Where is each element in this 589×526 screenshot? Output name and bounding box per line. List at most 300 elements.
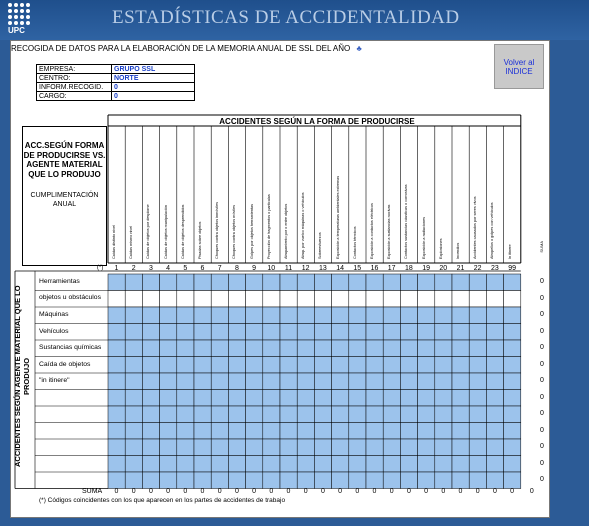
table-cell[interactable] (383, 274, 400, 291)
table-cell[interactable] (108, 357, 125, 374)
table-cell[interactable] (469, 423, 486, 440)
table-cell[interactable] (435, 357, 452, 374)
table-cell[interactable] (418, 274, 435, 291)
table-cell[interactable] (469, 357, 486, 374)
table-cell[interactable] (228, 373, 245, 390)
table-cell[interactable] (211, 357, 228, 374)
table-cell[interactable] (366, 373, 383, 390)
table-cell[interactable] (194, 357, 211, 374)
table-cell[interactable] (160, 291, 177, 308)
table-cell[interactable] (108, 373, 125, 390)
table-cell[interactable] (452, 456, 469, 473)
table-cell[interactable] (486, 456, 503, 473)
table-cell[interactable] (108, 324, 125, 341)
table-cell[interactable] (435, 324, 452, 341)
table-cell[interactable] (142, 340, 159, 357)
table-cell[interactable] (366, 390, 383, 407)
table-cell[interactable] (452, 472, 469, 489)
table-cell[interactable] (142, 307, 159, 324)
table-cell[interactable] (400, 274, 417, 291)
table-cell[interactable] (263, 274, 280, 291)
table-cell[interactable] (400, 357, 417, 374)
info-value[interactable]: 0 (114, 84, 118, 91)
table-cell[interactable] (297, 390, 314, 407)
table-cell[interactable] (383, 423, 400, 440)
table-cell[interactable] (332, 357, 349, 374)
table-cell[interactable] (366, 406, 383, 423)
table-cell[interactable] (418, 390, 435, 407)
table-cell[interactable] (263, 406, 280, 423)
table-cell[interactable] (194, 307, 211, 324)
table-cell[interactable] (246, 291, 263, 308)
table-cell[interactable] (177, 390, 194, 407)
table-cell[interactable] (400, 390, 417, 407)
table-cell[interactable] (435, 373, 452, 390)
table-cell[interactable] (486, 472, 503, 489)
table-cell[interactable] (504, 274, 521, 291)
table-cell[interactable] (400, 373, 417, 390)
table-cell[interactable] (349, 340, 366, 357)
table-cell[interactable] (366, 439, 383, 456)
table-cell[interactable] (177, 357, 194, 374)
table-cell[interactable] (263, 439, 280, 456)
table-cell[interactable] (160, 423, 177, 440)
table-cell[interactable] (108, 439, 125, 456)
table-cell[interactable] (142, 357, 159, 374)
table-cell[interactable] (366, 324, 383, 341)
table-cell[interactable] (177, 307, 194, 324)
table-cell[interactable] (108, 307, 125, 324)
table-cell[interactable] (125, 357, 142, 374)
table-cell[interactable] (160, 324, 177, 341)
table-cell[interactable] (280, 423, 297, 440)
table-cell[interactable] (297, 373, 314, 390)
table-cell[interactable] (125, 456, 142, 473)
table-cell[interactable] (177, 324, 194, 341)
table-cell[interactable] (228, 390, 245, 407)
table-cell[interactable] (280, 406, 297, 423)
table-cell[interactable] (469, 291, 486, 308)
table-cell[interactable] (228, 274, 245, 291)
table-cell[interactable] (211, 340, 228, 357)
table-cell[interactable] (194, 274, 211, 291)
table-cell[interactable] (160, 406, 177, 423)
table-cell[interactable] (314, 373, 331, 390)
table-cell[interactable] (332, 274, 349, 291)
table-cell[interactable] (349, 472, 366, 489)
table-cell[interactable] (504, 390, 521, 407)
table-cell[interactable] (177, 340, 194, 357)
table-cell[interactable] (280, 274, 297, 291)
table-cell[interactable] (383, 357, 400, 374)
table-cell[interactable] (435, 291, 452, 308)
table-cell[interactable] (435, 274, 452, 291)
table-cell[interactable] (435, 340, 452, 357)
table-cell[interactable] (486, 406, 503, 423)
table-cell[interactable] (435, 439, 452, 456)
table-cell[interactable] (280, 324, 297, 341)
table-cell[interactable] (297, 324, 314, 341)
table-cell[interactable] (349, 406, 366, 423)
table-cell[interactable] (435, 472, 452, 489)
table-cell[interactable] (263, 423, 280, 440)
table-cell[interactable] (108, 291, 125, 308)
table-cell[interactable] (469, 373, 486, 390)
table-cell[interactable] (263, 340, 280, 357)
table-cell[interactable] (194, 423, 211, 440)
table-cell[interactable] (314, 423, 331, 440)
table-cell[interactable] (314, 274, 331, 291)
table-cell[interactable] (349, 291, 366, 308)
table-cell[interactable] (246, 456, 263, 473)
table-cell[interactable] (142, 373, 159, 390)
table-cell[interactable] (263, 307, 280, 324)
table-cell[interactable] (280, 357, 297, 374)
table-cell[interactable] (452, 324, 469, 341)
table-cell[interactable] (228, 291, 245, 308)
table-cell[interactable] (246, 307, 263, 324)
table-cell[interactable] (160, 472, 177, 489)
table-cell[interactable] (469, 406, 486, 423)
table-cell[interactable] (400, 423, 417, 440)
table-cell[interactable] (194, 390, 211, 407)
table-cell[interactable] (314, 324, 331, 341)
table-cell[interactable] (418, 439, 435, 456)
table-cell[interactable] (418, 340, 435, 357)
table-cell[interactable] (108, 406, 125, 423)
table-cell[interactable] (211, 291, 228, 308)
table-cell[interactable] (228, 357, 245, 374)
table-cell[interactable] (108, 423, 125, 440)
table-cell[interactable] (486, 423, 503, 440)
table-cell[interactable] (228, 307, 245, 324)
info-value[interactable]: NORTE (114, 75, 139, 82)
table-cell[interactable] (366, 274, 383, 291)
table-cell[interactable] (400, 324, 417, 341)
table-cell[interactable] (452, 291, 469, 308)
table-cell[interactable] (211, 307, 228, 324)
table-cell[interactable] (400, 472, 417, 489)
table-cell[interactable] (177, 291, 194, 308)
table-cell[interactable] (142, 423, 159, 440)
table-cell[interactable] (142, 324, 159, 341)
table-cell[interactable] (332, 423, 349, 440)
table-cell[interactable] (452, 357, 469, 374)
table-cell[interactable] (452, 439, 469, 456)
table-cell[interactable] (314, 390, 331, 407)
table-cell[interactable] (486, 274, 503, 291)
table-cell[interactable] (211, 324, 228, 341)
table-cell[interactable] (418, 472, 435, 489)
table-cell[interactable] (194, 439, 211, 456)
table-cell[interactable] (314, 406, 331, 423)
table-cell[interactable] (504, 340, 521, 357)
table-cell[interactable] (280, 340, 297, 357)
table-cell[interactable] (177, 423, 194, 440)
table-cell[interactable] (246, 472, 263, 489)
table-cell[interactable] (332, 406, 349, 423)
info-value[interactable]: 0 (114, 93, 118, 100)
table-cell[interactable] (194, 472, 211, 489)
table-cell[interactable] (297, 274, 314, 291)
table-cell[interactable] (297, 423, 314, 440)
table-cell[interactable] (211, 423, 228, 440)
table-cell[interactable] (383, 340, 400, 357)
dropdown-arrow-icon[interactable]: ♣ (356, 44, 362, 53)
table-cell[interactable] (246, 274, 263, 291)
table-cell[interactable] (314, 456, 331, 473)
table-cell[interactable] (366, 423, 383, 440)
table-cell[interactable] (332, 307, 349, 324)
table-cell[interactable] (194, 373, 211, 390)
table-cell[interactable] (332, 340, 349, 357)
table-cell[interactable] (177, 439, 194, 456)
table-cell[interactable] (280, 291, 297, 308)
table-cell[interactable] (125, 373, 142, 390)
table-cell[interactable] (263, 373, 280, 390)
table-cell[interactable] (452, 373, 469, 390)
table-cell[interactable] (400, 291, 417, 308)
table-cell[interactable] (211, 274, 228, 291)
table-cell[interactable] (452, 390, 469, 407)
table-cell[interactable] (194, 291, 211, 308)
table-cell[interactable] (504, 324, 521, 341)
table-cell[interactable] (211, 373, 228, 390)
table-cell[interactable] (263, 456, 280, 473)
table-cell[interactable] (486, 307, 503, 324)
table-cell[interactable] (400, 307, 417, 324)
table-cell[interactable] (418, 423, 435, 440)
table-cell[interactable] (125, 390, 142, 407)
table-cell[interactable] (504, 439, 521, 456)
info-value[interactable]: GRUPO SSL (114, 66, 156, 73)
table-cell[interactable] (125, 439, 142, 456)
table-cell[interactable] (228, 324, 245, 341)
table-cell[interactable] (263, 357, 280, 374)
table-cell[interactable] (418, 357, 435, 374)
table-cell[interactable] (349, 357, 366, 374)
table-cell[interactable] (366, 307, 383, 324)
table-cell[interactable] (142, 456, 159, 473)
table-cell[interactable] (263, 390, 280, 407)
table-cell[interactable] (246, 357, 263, 374)
table-cell[interactable] (452, 340, 469, 357)
table-cell[interactable] (280, 472, 297, 489)
table-cell[interactable] (383, 406, 400, 423)
table-cell[interactable] (125, 340, 142, 357)
table-cell[interactable] (211, 456, 228, 473)
table-cell[interactable] (469, 390, 486, 407)
table-cell[interactable] (228, 423, 245, 440)
table-cell[interactable] (383, 291, 400, 308)
table-cell[interactable] (366, 472, 383, 489)
table-cell[interactable] (332, 291, 349, 308)
table-cell[interactable] (211, 439, 228, 456)
table-cell[interactable] (314, 291, 331, 308)
table-cell[interactable] (418, 406, 435, 423)
table-cell[interactable] (297, 291, 314, 308)
table-cell[interactable] (332, 324, 349, 341)
table-cell[interactable] (504, 423, 521, 440)
table-cell[interactable] (418, 456, 435, 473)
table-cell[interactable] (349, 373, 366, 390)
table-cell[interactable] (349, 274, 366, 291)
table-cell[interactable] (400, 456, 417, 473)
table-cell[interactable] (435, 307, 452, 324)
table-cell[interactable] (211, 390, 228, 407)
table-cell[interactable] (160, 307, 177, 324)
table-cell[interactable] (297, 472, 314, 489)
table-cell[interactable] (314, 357, 331, 374)
table-cell[interactable] (194, 340, 211, 357)
table-cell[interactable] (297, 340, 314, 357)
table-cell[interactable] (469, 340, 486, 357)
table-cell[interactable] (469, 274, 486, 291)
table-cell[interactable] (160, 357, 177, 374)
table-cell[interactable] (108, 390, 125, 407)
table-cell[interactable] (228, 456, 245, 473)
table-cell[interactable] (297, 307, 314, 324)
table-cell[interactable] (142, 291, 159, 308)
table-cell[interactable] (418, 291, 435, 308)
table-cell[interactable] (194, 324, 211, 341)
table-cell[interactable] (383, 439, 400, 456)
table-cell[interactable] (211, 406, 228, 423)
table-cell[interactable] (504, 357, 521, 374)
table-cell[interactable] (452, 406, 469, 423)
table-cell[interactable] (504, 373, 521, 390)
table-cell[interactable] (452, 423, 469, 440)
table-cell[interactable] (177, 274, 194, 291)
table-cell[interactable] (125, 423, 142, 440)
table-cell[interactable] (435, 456, 452, 473)
table-cell[interactable] (314, 340, 331, 357)
table-cell[interactable] (383, 373, 400, 390)
table-cell[interactable] (314, 439, 331, 456)
table-cell[interactable] (504, 472, 521, 489)
table-cell[interactable] (177, 406, 194, 423)
table-cell[interactable] (486, 324, 503, 341)
table-cell[interactable] (332, 472, 349, 489)
table-cell[interactable] (125, 472, 142, 489)
table-cell[interactable] (297, 439, 314, 456)
table-cell[interactable] (349, 324, 366, 341)
table-cell[interactable] (280, 456, 297, 473)
table-cell[interactable] (435, 406, 452, 423)
table-cell[interactable] (125, 307, 142, 324)
table-cell[interactable] (486, 390, 503, 407)
table-cell[interactable] (125, 324, 142, 341)
table-cell[interactable] (400, 439, 417, 456)
table-cell[interactable] (504, 291, 521, 308)
table-cell[interactable] (177, 472, 194, 489)
table-cell[interactable] (228, 340, 245, 357)
table-cell[interactable] (142, 274, 159, 291)
table-cell[interactable] (280, 390, 297, 407)
table-cell[interactable] (108, 340, 125, 357)
table-cell[interactable] (504, 406, 521, 423)
table-cell[interactable] (177, 456, 194, 473)
table-cell[interactable] (349, 307, 366, 324)
table-cell[interactable] (228, 439, 245, 456)
table-cell[interactable] (469, 456, 486, 473)
table-cell[interactable] (263, 324, 280, 341)
table-cell[interactable] (366, 291, 383, 308)
table-cell[interactable] (383, 456, 400, 473)
table-cell[interactable] (418, 324, 435, 341)
table-cell[interactable] (400, 340, 417, 357)
table-cell[interactable] (452, 274, 469, 291)
table-cell[interactable] (280, 307, 297, 324)
table-cell[interactable] (486, 291, 503, 308)
table-cell[interactable] (160, 340, 177, 357)
table-cell[interactable] (418, 307, 435, 324)
table-cell[interactable] (486, 373, 503, 390)
table-cell[interactable] (469, 472, 486, 489)
table-cell[interactable] (160, 373, 177, 390)
table-cell[interactable] (246, 390, 263, 407)
table-cell[interactable] (125, 406, 142, 423)
table-cell[interactable] (469, 324, 486, 341)
table-cell[interactable] (504, 456, 521, 473)
table-cell[interactable] (246, 340, 263, 357)
table-cell[interactable] (469, 307, 486, 324)
table-cell[interactable] (108, 456, 125, 473)
table-cell[interactable] (297, 456, 314, 473)
table-cell[interactable] (194, 406, 211, 423)
table-cell[interactable] (418, 373, 435, 390)
table-cell[interactable] (332, 456, 349, 473)
table-cell[interactable] (297, 406, 314, 423)
table-cell[interactable] (486, 340, 503, 357)
table-cell[interactable] (263, 472, 280, 489)
table-cell[interactable] (177, 373, 194, 390)
table-cell[interactable] (160, 439, 177, 456)
table-cell[interactable] (383, 472, 400, 489)
table-cell[interactable] (280, 439, 297, 456)
table-cell[interactable] (383, 307, 400, 324)
table-cell[interactable] (142, 406, 159, 423)
table-cell[interactable] (246, 423, 263, 440)
table-cell[interactable] (469, 439, 486, 456)
table-cell[interactable] (125, 274, 142, 291)
table-cell[interactable] (486, 439, 503, 456)
table-cell[interactable] (142, 472, 159, 489)
table-cell[interactable] (246, 439, 263, 456)
table-cell[interactable] (452, 307, 469, 324)
table-cell[interactable] (332, 373, 349, 390)
table-cell[interactable] (160, 456, 177, 473)
table-cell[interactable] (125, 291, 142, 308)
table-cell[interactable] (383, 324, 400, 341)
table-cell[interactable] (142, 439, 159, 456)
table-cell[interactable] (211, 472, 228, 489)
table-cell[interactable] (142, 390, 159, 407)
table-cell[interactable] (366, 357, 383, 374)
table-cell[interactable] (349, 439, 366, 456)
table-cell[interactable] (108, 472, 125, 489)
table-cell[interactable] (435, 390, 452, 407)
table-cell[interactable] (504, 307, 521, 324)
table-cell[interactable] (108, 274, 125, 291)
table-cell[interactable] (435, 423, 452, 440)
table-cell[interactable] (366, 340, 383, 357)
table-cell[interactable] (297, 357, 314, 374)
table-cell[interactable] (314, 307, 331, 324)
table-cell[interactable] (349, 423, 366, 440)
table-cell[interactable] (332, 390, 349, 407)
table-cell[interactable] (349, 456, 366, 473)
